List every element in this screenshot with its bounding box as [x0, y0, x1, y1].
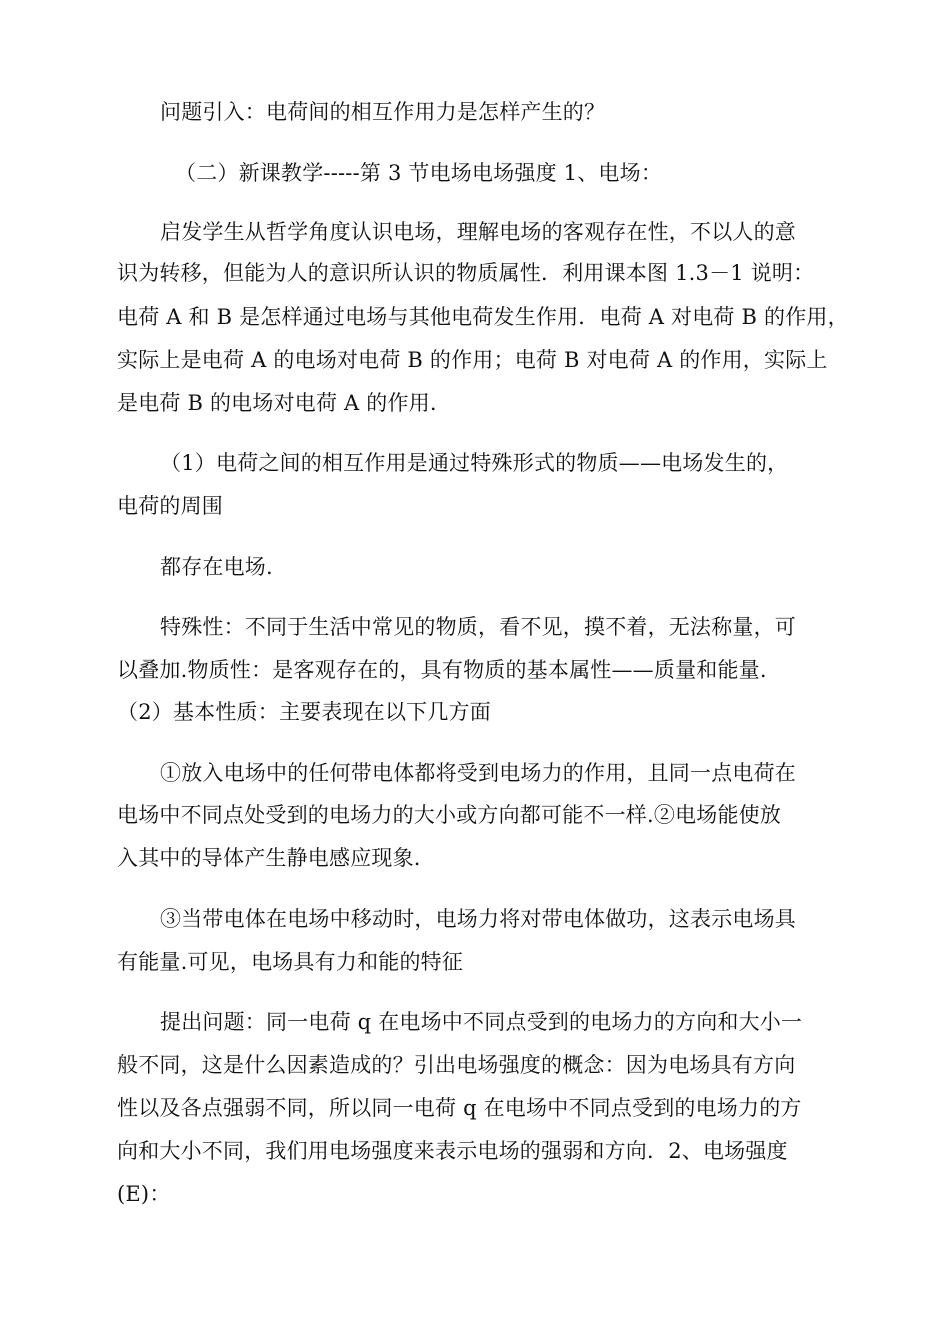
text-line: 电荷 A 和 B 是怎样通过电场与其他电荷发生作用．电荷 A 对电荷 B 的作用， [117, 305, 849, 329]
section-heading: （二）新课教学-----第 3 节电场电场强度 1、电场： [175, 161, 663, 185]
text-line: 以叠加.物质性：是客观存在的，具有物质的基本属性——质量和能量. [117, 658, 767, 682]
text-line: 启发学生从哲学角度认识电场，理解电场的客观存在性，不以人的意 [160, 220, 796, 244]
text-line: ③当带电体在电场中移动时，电场力将对带电体做功，这表示电场具 [160, 907, 796, 931]
text-line: 识为转移，但能为人的意识所认识的物质属性．利用课本图 1.3－1 说明： [117, 261, 815, 285]
text-line: （2）基本性质：主要表现在以下几方面 [117, 700, 491, 724]
text-line: 电荷的周围 [117, 494, 223, 518]
text-line: 向和大小不同，我们用电场强度来表示电场的强弱和方向．2、电场强度 [117, 1139, 788, 1163]
text-line: 电场中不同点处受到的电场力的大小或方向都可能不一样.②电场能使放 [117, 803, 782, 827]
text-line: (E)： [117, 1182, 171, 1206]
text-line: 都存在电场. [160, 555, 273, 579]
text-line: 实际上是电荷 A 的电场对电荷 B 的作用；电荷 B 对电荷 A 的作用，实际上 [117, 348, 828, 372]
text-line: 问题引入：电荷间的相互作用力是怎样产生的？ [160, 100, 606, 124]
text-line: 特殊性：不同于生活中常见的物质，看不见，摸不着，无法称量，可 [160, 615, 796, 639]
text-line: 是电荷 B 的电场对电荷 A 的作用. [117, 391, 437, 415]
text-line: （1）电荷之间的相互作用是通过特殊形式的物质——电场发生的， [160, 451, 789, 475]
text-line: 提出问题：同一电荷 q 在电场中不同点受到的电场力的方向和大小一 [160, 1010, 803, 1034]
text-line: 入其中的导体产生静电感应现象. [117, 846, 421, 870]
text-line: ①放入电场中的任何带电体都将受到电场力的作用，且同一点电荷在 [160, 761, 796, 785]
text-line: 性以及各点强弱不同，所以同一电荷 q 在电场中不同点受到的电场力的方 [117, 1096, 802, 1120]
text-line: 般不同，这是什么因素造成的？引出电场强度的概念：因为电场具有方向 [117, 1053, 796, 1077]
text-line: 有能量.可见，电场具有力和能的特征 [117, 950, 464, 974]
